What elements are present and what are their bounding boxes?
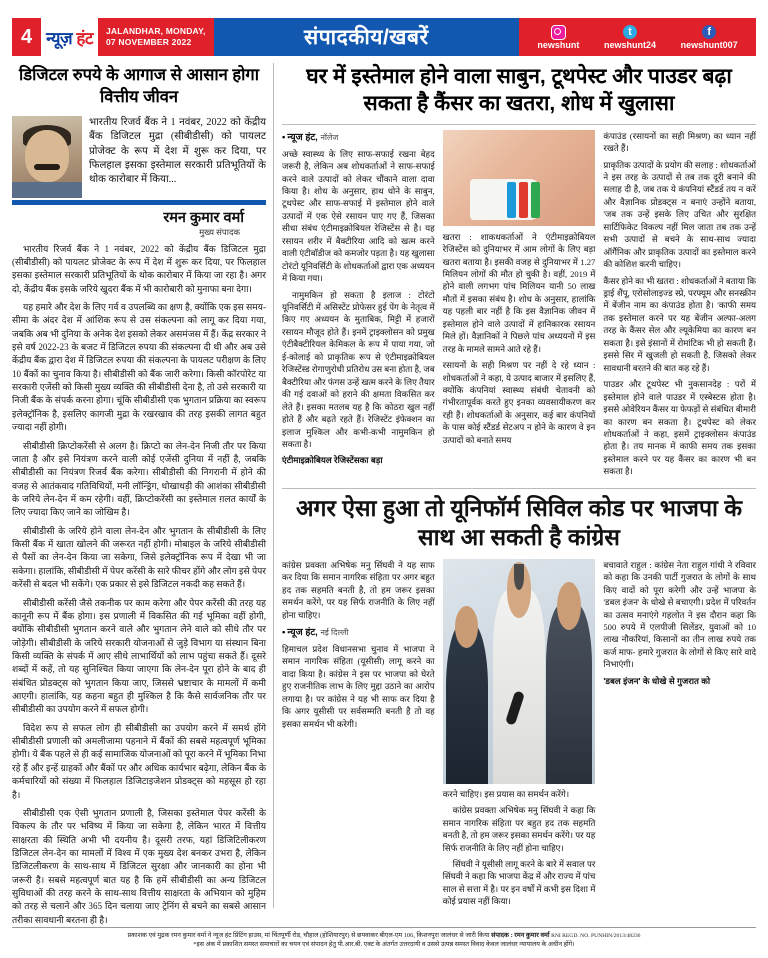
instagram-icon <box>551 25 566 40</box>
lead-story-paragraph: प्राकृतिक उत्पादों के प्रयोग की सलाह : शोधकर्ताओं ने इस तरह के उत्पादों से तब तक दूरी बनाने की सलाह दी है, जब तक ये कंपनियां स्टैंडर्ड तय न करें और वैज्ञानिक प्रोडक्ट्स न बनाएं उन्होंने बताया, 'जब तक उन्हें इसके लिए उचित और सुरक्षित सार्टिफिकेट विकल्प नहीं मिल जाता तब तक उन्हें सभी उत्पादों से बचने के साथ-साथ ज्यादा ऑर्गैनिक और प्राकृतिक उत्पादों का इस्तेमाल करने की कोशिश करनी चाहिए। <box>603 159 757 270</box>
editorial-paragraph: सीबीडीसी के जरिये होने वाला लेन-देन और भुगतान के सीबीडीसी के लिए किसी बैंक में खाता खोलने की जरूरत नहीं होगी। मोबाइल के जरिये सीबीडीसी से पैसों का लेन-देन किया जा सकेगा, जिसे इलेक्ट्रॉनिक रूप में देखा भी जा सकेगा। हालांकि, सीबीडीसी में पेपर करेंसी के सारे फीचर होंगे और लोग इसे पेपर करेंसी से बदल भी सकेंगे। एक प्रकार से इसे डिजिटल नकदी कह सकते हैं। <box>12 525 266 590</box>
twitter-handle: newshunt24 <box>603 39 656 50</box>
byline-place: नॉलेज <box>320 132 339 142</box>
bottom-story-paragraph: करने चाहिए। इस प्रयास का समर्थन करेंगे। <box>442 788 570 799</box>
lead-story-paragraph: अच्छे स्वास्थ्य के लिए साफ-सफाई रखना बेहद जरूरी है, लेकिन अब शोधकर्ताओं ने साफ-सफाई करने वाले उत्पादों को लेकर चौंकाने वाला दावा किया है। शोध के अनुसार, हाथ धोने के साबुन, टूथपेस्ट और साफ-सफाई में इस्तेमाल होने वाले उत्पादों में एक ऐसे रसायन पाए गए हैं, जिसका सीधा संबंध एंटीमाइक्रोबियल रेजिस्टेंस से है। यह रसायन शरीर में बैक्टीरिया आदि को खत्म करने वाली एंटीबॉडीज को कमजोर पड़ता है। यह खुलासा टोरंटो यूनिवर्सिटी के शोधकर्ताओं द्वारा एक अध्ययन में किया गया। <box>282 148 435 284</box>
toothpaste-photo <box>443 130 596 226</box>
photo-person-left <box>446 622 489 784</box>
lead-story-paragraph: खतरा : शाकधकर्ताओं ने एंटीमाइक्रोबियल रेजिस्टेंस को दुनियाभर में आम लोगों के लिए बड़ा खतरा बताया है। इसकी वजह से दुनियाभर में 1.27 मिलियन लोगों की मौत हो चुकी है। वहीं, 2019 में होने वाली लगभग पांच मिलियन यानी 50 लाख मौतों में इसका संबंध है। शोध के अनुसार, हालांकि यह पहली बार नहीं है कि इस वैज्ञानिक जीवन में इस्तेमाल होने वाले उत्पादों में हानिकारक रसायन मिले हों। वैज्ञानिकों ने पिछले पांच अध्ययनों में इस तरह के मामले सामने आते रहे हैं। <box>442 231 596 354</box>
byline-source: न्यूज हंट, <box>287 131 318 143</box>
editorial-headline: डिजिटल रुपये के आगाज से आसान होगा वित्तीय जीवन <box>19 66 259 106</box>
page-footer <box>12 927 756 950</box>
edition-date-line1: JALANDHAR, MONDAY, <box>105 26 206 37</box>
bottom-story-intro: कांग्रेस प्रवक्ता अभिषेक मनु सिंघवी ने यह साफ कर दिया कि समान नागरिक संहिता पर अगर बहुत हद तक सहमति बनती है, तो हम जरूर इसका समर्थन करेंगे, पर यह सिर्फ राजनीति के लिए नहीं होना चाहिए। <box>282 559 435 620</box>
lead-story-paragraph: नामुमकिन हो सकता है इलाज : टोरंटो यूनिवर्सिटी में असिस्टेंट प्रोफेसर हुई पेंग के नेतृत्व में किए गए अध्ययन के मुताबिक, मिट्टी में हजारों रसायन मौजूद होते हैं। इनमें ट्राइक्लोसन को प्रमुख एंटीबैक्टीरियल केमिकल के रूप में पाया गया, जो ई-कोलाई को प्राकृतिक रूप से एंटीमाइक्रोबियल रेजिस्टेंस्ड रोगाणुरोधी प्रतिरोध उस बना होता है, जब बैक्टीरिया और फंगस उन्हें खत्म करने के लिए तैयार की गई दवाओं को हराने की क्षमता विकसित कर लेते हैं। इसका मतलब यह है कि कोठरा खुल नहीं होते हैं और बढ़ते रहते हैं। रेजिस्टेंट इंफेक्शन का इलाज मुश्किल और कभी-कभी नामुमकिन हो सकता है। <box>282 289 435 450</box>
footer-publisher-text: प्रकाशक एवं मुद्रक रमन कुमार वर्मा ने न्यूज हंट प्रिंटिंग हाउस, मां चिंतपूर्णी रोड, चौहाल (होशियारपुर) से छपवाकर बीएल-एम 106, किशनपुरा जालंधर से जारी किया <box>127 931 490 939</box>
lead-story-paragraph: कैंसर होने का भी खतरा : शोधकर्ताओं ने बताया कि ड्राई शैंपू, एरोसोलाइज्ड स्प्रे, परफ्यूम और सनस्क्रीन में बेंजीन नाम का कंपाउंड होता है। 'काफी समय तक इस्तेमाल करने पर यह बेंजीन अल्फा-अलग तरह के कैंसर सेल और ल्यूकेमिया का कारण बन सकता है। इसे इंसानों में रोमांटिक भी हो सकती हैं। इससे सिर में खुजली हो सकती है, जिसको लेकर सावधानी बरतने की बात कह रहे हैं। <box>603 275 757 373</box>
lead-story-col-3 <box>603 130 756 482</box>
facebook-icon: f <box>702 25 717 40</box>
photo-person-right <box>546 604 592 784</box>
lead-story-paragraph: पाउडर और टूथपेस्ट भी नुकसानदेह : परों में इस्तेमाल होने वाले पाउडर में एस्बेस्टस होता है। इससे ओवेरियन कैंसर या फेफड़ों से संबंधित बीमारी का कारण बन सकता है। टूथपेस्ट को लेकर शोधकर्ताओं ने कहा, इसमें ट्राइक्लोसन कंपाउंड होता है। तय मानक में काफी समय तक इसका इस्तेमाल करने पर यह कैंसर का कारण भी बन सकता है। <box>603 379 757 477</box>
byline-source: न्यूज हंट, <box>287 626 318 638</box>
politicians-photo <box>443 559 596 784</box>
newspaper-page <box>0 18 768 958</box>
page-number: 4 <box>21 26 33 48</box>
edition-date-line2: 07 NOVEMBER 2022 <box>105 37 192 47</box>
lead-story-col-1 <box>282 130 435 482</box>
bottom-story-columns <box>282 559 756 912</box>
editor-photo <box>12 116 82 198</box>
editorial-lead-text: भारतीय रिजर्व बैंक ने 1 नवंबर, 2022 को केंद्रीय बैंक डिजिटल मुद्रा (सीबीडीसी) को पायलट प्रोजेक्ट के रूप में देश में शुरू कर दिया, पर फिलहाल इसका इस्तेमाल सरकारी प्रतिभूतियों के थोक कारोबार में किया... <box>89 116 266 186</box>
bottom-story-paragraph: हिमाचल प्रदेश विधानसभा चुनाव में भाजपा ने समान नागरिक संहिता (यूसीसी) लागू करने का वादा किया है। कांग्रेस ने इस पर भाजपा को घेरते हुए राजनीतिक लाभ के लिए मुद्दा उठाने का आरोप लगाया है। पर कांग्रेस ने यह भी साफ कर दिया है कि अगर यूसीसी पर सर्वसम्मति बनती है तो वह इसका समर्थन भी करेगी। <box>282 643 435 729</box>
footer-editor-label: संपादक : रमन कुमार वर्मा <box>491 931 550 939</box>
instagram-handle: newshunt <box>537 39 580 50</box>
lead-story-columns <box>282 130 756 482</box>
bottom-story-paragraph: कांग्रेस प्रवक्ता अभिषेक मनु सिंघवी ने कहा कि समान नागरिक संहिता पर बहुत हद तक सहमति बनती है, तो हम जरूर इसका समर्थन करेंगे। पर यह सिर्फ राजनीति के लिए नहीं होना चाहिए। <box>442 805 596 853</box>
byline-place: नई दिल्ली <box>320 627 349 637</box>
section-banner <box>214 18 519 56</box>
social-facebook[interactable] <box>681 25 738 50</box>
author-divider <box>12 200 266 205</box>
social-twitter[interactable] <box>604 25 656 50</box>
facebook-handle: newshunt007 <box>680 39 738 50</box>
lead-story <box>282 63 756 482</box>
lead-story-headline: घर में इस्तेमाल होने वाला साबुन, टूथपेस्ट और पाउडर बढ़ा सकता है कैंसर का खतरा, शोध में खुलासा <box>306 65 732 116</box>
newspaper-logo <box>41 18 98 56</box>
editorial-paragraph: सीबीडीसी करेंसी जैसे तकनीक पर काम करेगा और पेपर करेंसी की तरह यह कानूनी रूप में बैंक होगा। इस प्रणाली में विकसित की गई भूमिका वहीं होगी, क्योंकि सीबीडीसी भुगतान करने वाले और भुगतान लेने वाले को सीधे तौर पर जोड़ेगी। सीबीडीसी के जरिये सरकारी योजनाओं से जुड़े विभाग या संस्थान बिना किसी व्यक्ति के संपर्क में आए सीधे लाभार्थियों को लाभ पहुंचा सकते हैं। दूसरे शब्दों में कहें, तो यह सुनिश्चित किया जाएगा कि लेन-देन पूरा होने के बाद ही संबंधित प्रोडक्ट्स को भुगतान किया जाए, जिससे भ्रष्टाचार के मामलों में कमी आएगी। हालांकि, यह कहना बहुत ही मुश्किल है कि कैसे सार्वजनिक तौर पर सीबीडीसी का उपयोग करने में सफल होगी। <box>12 597 266 715</box>
editorial-intro <box>12 116 266 198</box>
bottom-story-byline: • न्यूज हंट, नई दिल्ली <box>282 626 349 638</box>
editorial-paragraph: यह हमारे और देश के लिए गर्व व उपलब्धि का क्षण है, क्योंकि एक इस समय-सीमा के अंदर देश में आंशिक रूप से उस संकल्पना को लागू कर दिया गया, जबकि अब भी दुनिया के अनेक देश इसको लेकर असमंजस में हैं। केंद्र सरकार ने इसे वर्ष 2022-23 के बजट में डिजिटल रुपया की संकल्पना दी थी और अब उसे केंद्रीय बैंक द्वारा देश में डिजिटल रुपया की संकल्पना के पायलट परीक्षण के लिए 10 बैंकों का चुनाव किया है। सीबीडीसी को बैंक जारी करेगा। किसी कॉरपोरेट या सरकारी एजेंसी को किसी मुख्य व्यक्ति की सीबीडीसी देना है, तो उसे सरकारी या निजी बैंक के संपर्क करना होगा। चूंकि सीबीडीसी एक भुगतान प्रक्रिया का स्वरूप इलेक्ट्रॉनिक है, इसलिए कागजी मुद्रा के रखरखाव की तरह इसकी लागत बहुत ज्यादा नहीं होगी। <box>12 301 266 433</box>
lead-story-paragraph: कंपाउंड (रसायनों का सही मिश्रण) का ध्यान नहीं रखते हैं। <box>603 130 757 154</box>
bottom-story-headline: अगर ऐसा हुआ तो यूनिफॉर्म सिविल कोड पर भाजपा के साथ आ सकती है कांग्रेस <box>295 494 743 551</box>
logo-text-part2: हंट <box>76 28 93 48</box>
lead-story-subheading: एंटीमाइक्रोबियल रेजिस्टेंसका बड़ा <box>282 455 383 466</box>
twitter-icon: t <box>622 25 637 40</box>
editor-name: रमन कुमार वर्मा <box>163 209 244 226</box>
lead-story-col-2 <box>443 130 596 482</box>
bottom-story-paragraph: बचावाते राहुल : कांग्रेस नेता राहुल गांधी ने रविवार को कहा कि उनकी पार्टी गुजरात के लोगों के साथ किए वादों को पूरा करेगी और उन्हें भाजपा के 'डबल इंजन' के धोखे से बचाएगी। प्रदेश में परिवर्तन का उत्सव मनाएंगे गहलोत ने इस दौरान कहा कि 500 रुपये में एलपीजी सिलेंडर, युवाओं को 10 लाख नौकरियां, किसानों का तीन लाख रुपये तक कर्ज माफ- हमारे गुजरात के लोगों से किए सारे वादे निभाएंगी। <box>603 559 757 670</box>
lead-story-byline: • न्यूज हंट, नॉलेज <box>282 131 339 143</box>
masthead <box>12 18 756 56</box>
footer-legal-note: *इस अंक में प्रकाशित समस्त समाचारों का चयन एवं संपादन हेतु पी.आर.बी. एक्ट के अंतर्गत उत्तरदायी व उससे उत्पन्न समस्त विवाद केवल जालंधर न्यायालय के अधीन होंगे। <box>193 941 575 949</box>
bottom-story <box>282 488 756 912</box>
lead-story-paragraph: रसायनों के सही मिश्रण पर नहीं दे रहे ध्यान : शोधकर्ताओं ने कहा, ये उत्पाद बाजार में इसलिए हैं, क्योंकि कंपनियां स्वास्थ्य संबंधी चेतावनी को गंभीरतापूर्वक करते हुए इनका व्यवसायीकरण कर रही हैं। शोधकर्ताओं के अनुसार, कई बार कंपनियों के पास कोई स्टैंडर्ड सेटअप न होने के कारण वे इन उत्पादों को बनाते समय <box>442 360 596 445</box>
headline-divider <box>282 124 756 125</box>
logo-text-part1: न्यूज़ <box>46 28 73 48</box>
social-instagram[interactable] <box>537 25 579 50</box>
bottom-story-paragraph: सिंघवी ने यूसीसी लागू करने के बारे में सवाल पर सिंघवी ने कहा कि भाजपा केंद्र में और राज्य में पांच साल से सत्ता में है। पर इन वर्षों में कभी इस दिशा में कोई प्रयास नहीं किया। <box>442 858 596 907</box>
editorial-body <box>12 243 266 928</box>
editorial-column <box>12 63 274 925</box>
editorial-paragraph: भारतीय रिजर्व बैंक ने 1 नवंबर, 2022 को केंद्रीय बैंक डिजिटल मुद्रा (सीबीडीसी) को पायलट प्रोजेक्ट के रूप में देश में शुरू कर दिया, पर फिलहाल इसका इस्तेमाल सरकारी प्रतिभूतियों के थोक कारोबार में किया जा रहा है। अगर दो, केंद्रीय बैंक इसके जरिये खुदरा बैंक में भी कारोबारी को मुनाफा बना देगा। <box>12 243 266 294</box>
bottom-story-col-3 <box>603 559 756 912</box>
editorial-paragraph: विदेश रूप से सफल लोग ही सीबीडीसी का उपयोग करने में समर्थ होंगे सीबीडीसी प्रणाली को अमलीजामा पहनाने में बैंकों की सबसे महत्वपूर्ण भूमिका होगी। ये बैंक पहले से ही कई सामाजिक योजनाओं को पूरा करने में भूमिका निभा रहे हैं और इन्हें ग्राहकों और बैंकों पर और अधिक कार्यभार बढ़ेगा, लेकिन बैंक के कर्मचारियों को संख्या में फिलहाल डिजिटाइजेशन प्रोडक्ट्स को महसूस हो रहा है। <box>12 722 266 800</box>
edition-date <box>98 26 214 47</box>
bottom-story-subheading: 'डबल इंजन' के धोखे से गुजरात को <box>603 675 711 686</box>
main-column <box>274 63 756 908</box>
bottom-story-divider <box>282 488 756 489</box>
footer-imprint <box>12 931 756 941</box>
bottom-story-col-1 <box>282 559 435 912</box>
social-links-bar <box>519 18 756 56</box>
editorial-paragraph: सीबीडीसी क्रिप्टोकरेंसी से अलग है। क्रिप्टो का लेन-देन निजी तौर पर किया जाता है और इसे नियंत्रण करने वाली कोई एजेंसी दुनिया में नहीं है, जबकि सीबीडीसी का नियंत्रण रिजर्व बैंक करेगा। सीबीडीसी की निगरानी में होने की वजह से आतंकवाद गतिविधियों, मनी लॉन्ड्रिंग, धोखाधड़ी की आशंका सीबीडीसी के जरिये लेन-देन में कम रहेगी। वहीं, क्रिप्टोकरेंसी का इस्तेमाल ग़लत कार्यों के लिए ज्यादा किए जाने का जोखिम है। <box>12 440 266 518</box>
section-title: संपादकीय/खबरें <box>304 26 429 49</box>
masthead-brand-block <box>12 18 214 56</box>
editorial-paragraph: सीबीडीसी एक ऐसी भुगतान प्रणाली है, जिसका इस्तेमाल पेपर करेंसी के विकल्प के तौर पर भविष्य में किया जा सकेगा है, लेकिन भारत में वित्तीय साक्षरता की स्थिति अभी भी दयनीय है। दूसरी तरफ, यहां डिजिटिलीकरण डिजिटल लेन-देन का मामलों में विश्व में एक मुख्य देश बनकर उभरा है, लेकिन डिजिटलीकरण के साथ-साथ में डिजिटल सुरक्षा और जानकारी का होना भी जरूरी है। सबसे महत्वपूर्ण बात यह है कि हमें सीबीडीसी का अन्य डिजिटल सुविधाओं की तरह करने के साथ-साथ वित्तीय साक्षरता के अभियान को मुहिम को तरह से चलाने और 365 दिन चलाया जाए ट्रेनिंग से बचने का सबसे आसान तरीका सावधानी बरतना ही है। <box>12 807 266 925</box>
bottom-story-col-2 <box>443 559 596 912</box>
editor-role: मुख्य संपादक <box>199 226 240 237</box>
page-body <box>12 63 757 925</box>
footer-registration: RNI REGD. NO. PUNHIN/2013/48236 <box>551 932 641 939</box>
photo-person-center <box>493 590 545 784</box>
